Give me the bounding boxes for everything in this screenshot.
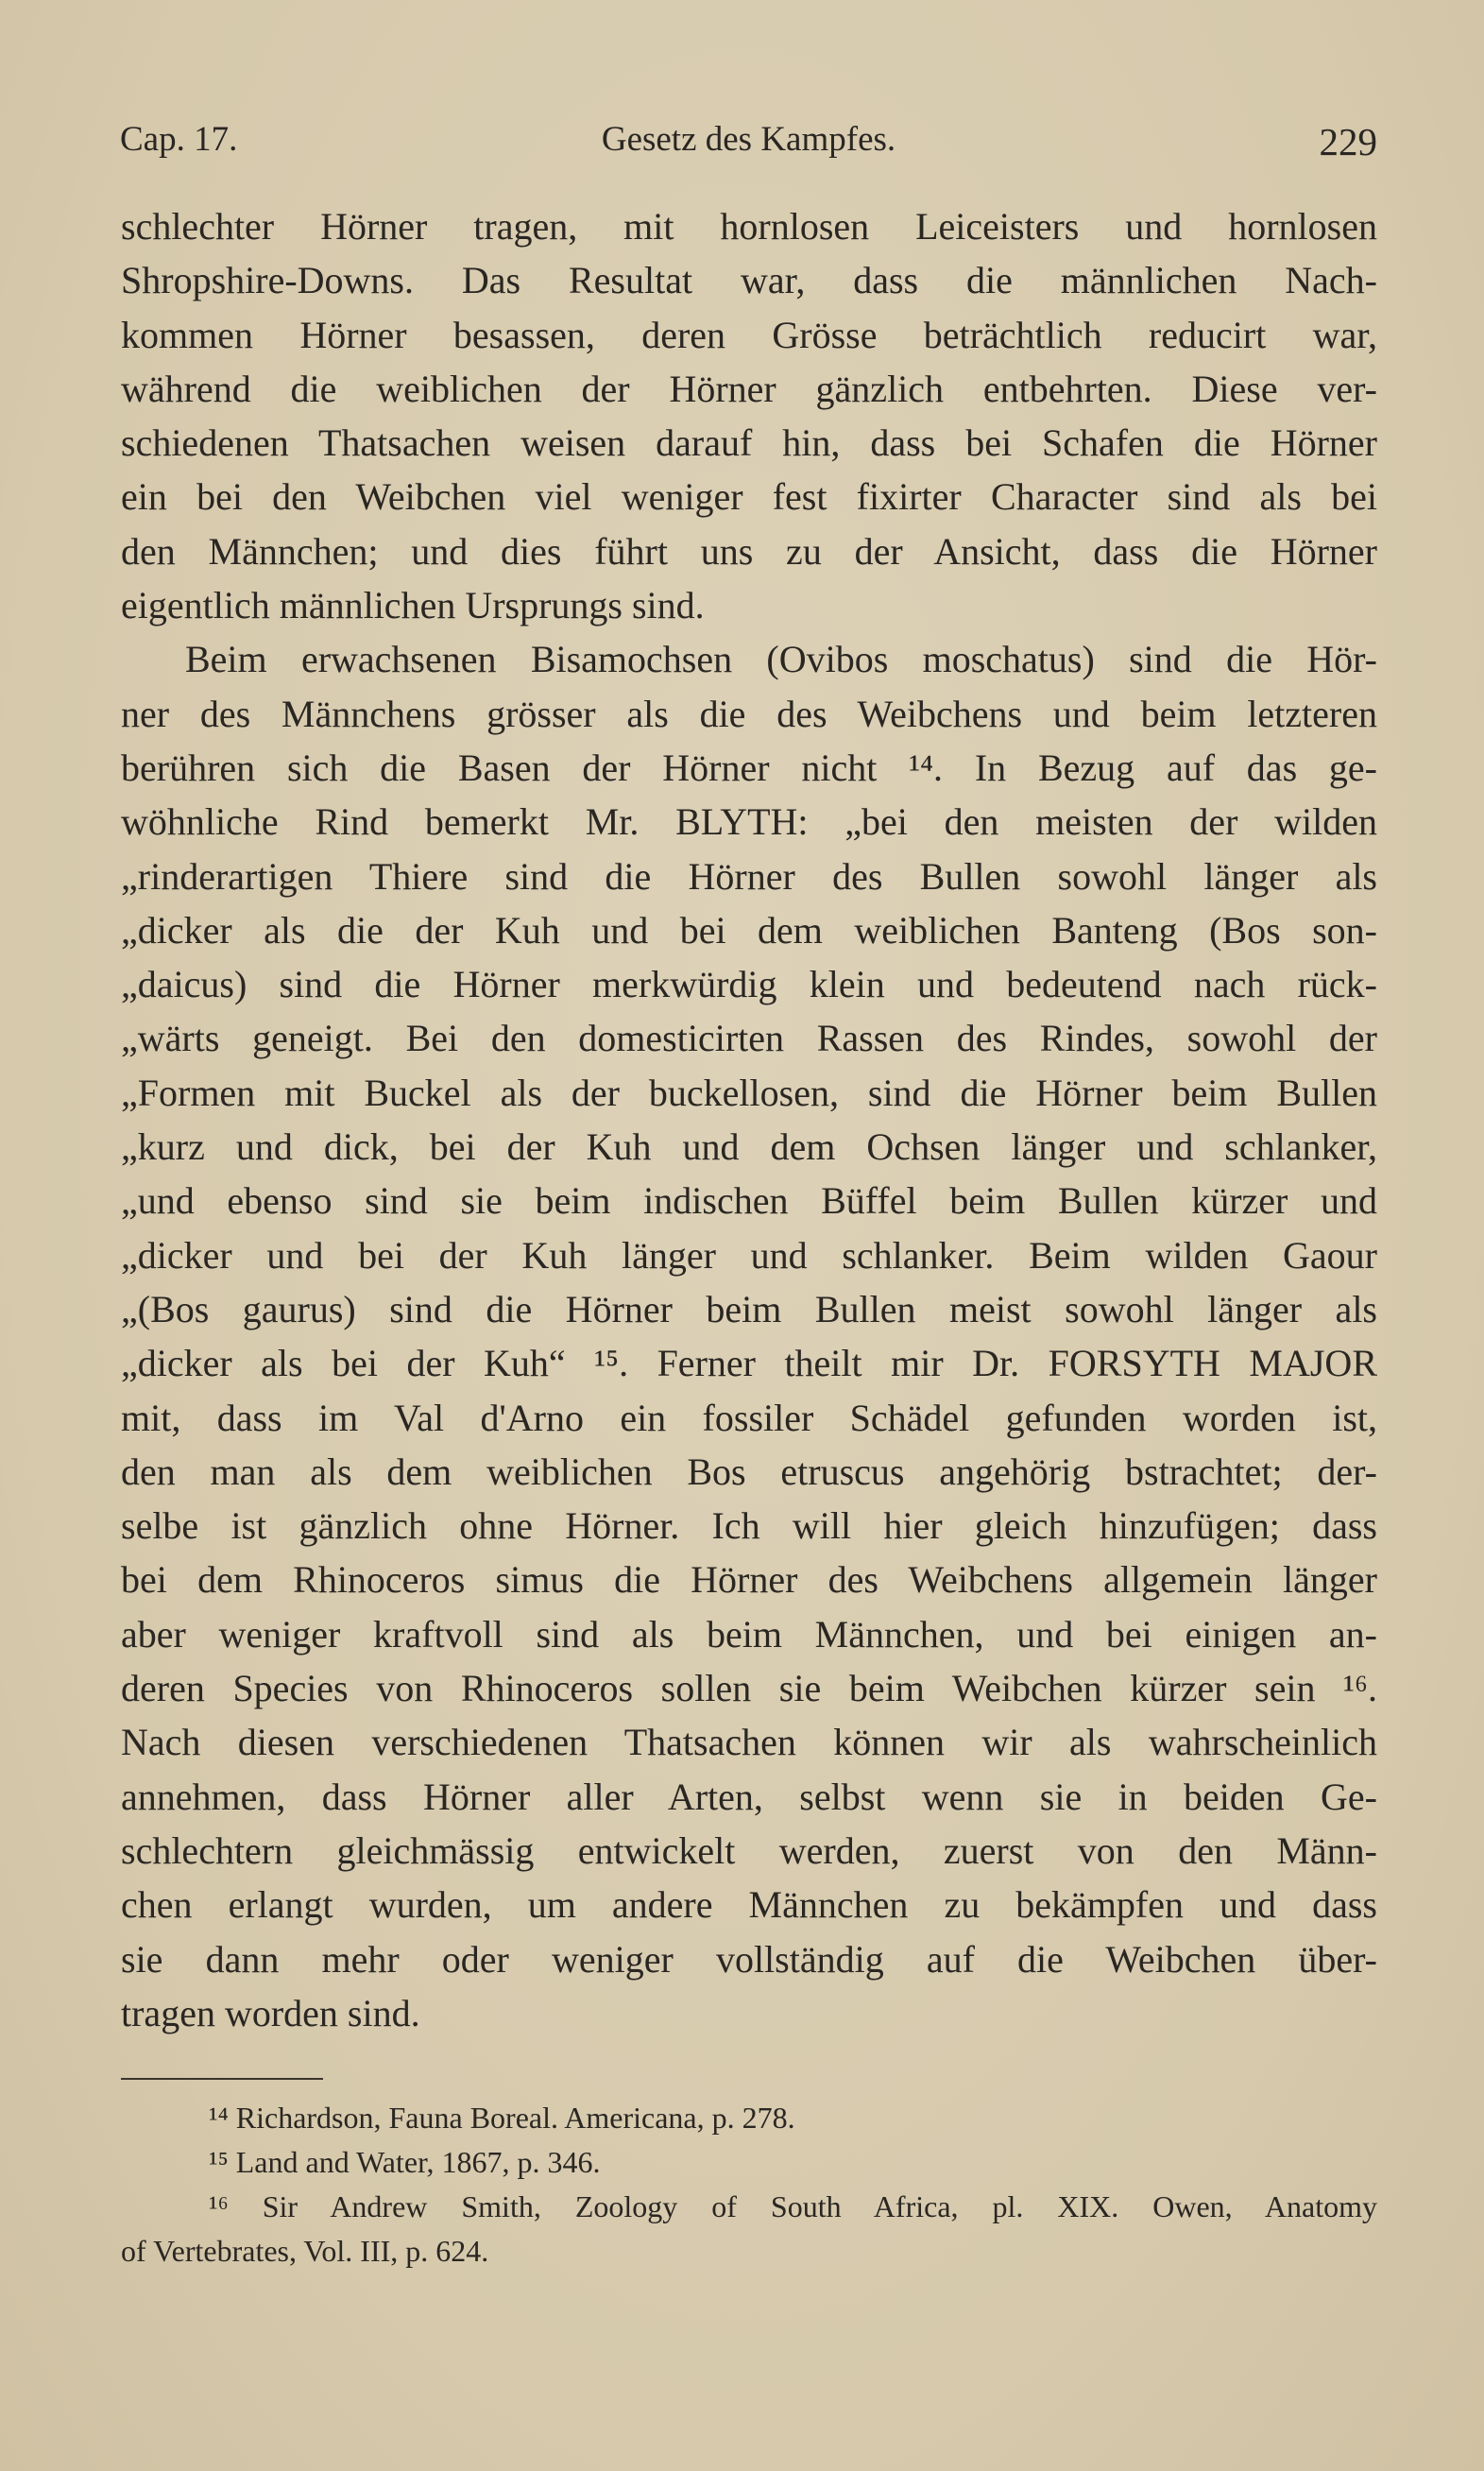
text-line: während die weiblichen der Hörner gänzlich entbehrten. Diese ver- (121, 367, 1377, 410)
text-line: „wärts geneigt. Bei den domesticirten Rassen des Rindes, sowohl der (121, 1017, 1377, 1060)
footnote-14: ¹⁴ Richardson, Fauna Boreal. Americana, p. 278. (209, 2101, 795, 2135)
text-line: „dicker als die der Kuh und bei dem weiblichen Banteng (Bos son- (121, 908, 1377, 952)
footnotes (121, 2096, 1377, 2274)
text-line: Nach diesen verschiedenen Thatsachen können wir als wahrscheinlich (121, 1721, 1377, 1764)
text-line: schlechtern gleichmässig entwickelt werden, zuerst von den Männ- (121, 1828, 1377, 1872)
text-line: „dicker und bei der Kuh länger und schlanker. Beim wilden Gaour (121, 1233, 1377, 1277)
text-line: „Formen mit Buckel als der buckellosen, sind die Hörner beim Bullen (121, 1071, 1377, 1114)
text-line: „und ebenso sind sie beim indischen Büffel beim Bullen kürzer und (121, 1179, 1377, 1223)
footnote-15: ¹⁵ Land and Water, 1867, p. 346. (209, 2145, 601, 2179)
text-line: „kurz und dick, bei der Kuh und dem Ochsen länger und schlanker, (121, 1125, 1377, 1169)
text-line: berühren sich die Basen der Hörner nicht ¹⁴. In Bezug auf das ge- (121, 746, 1377, 789)
text-line: mit, dass im Val d'Arno ein fossiler Schädel gefunden worden ist, (121, 1396, 1377, 1439)
text-line: deren Species von Rhinoceros sollen sie beim Weibchen kürzer sein ¹⁶. (121, 1667, 1377, 1710)
running-header (120, 119, 1377, 166)
text-line: „rinderartigen Thiere sind die Hörner des Bullen sowohl länger als (121, 854, 1377, 898)
footnote-16: ¹⁶ Sir Andrew Smith, Zoology of South Africa, pl. XIX. Owen, Anatomy (209, 2189, 1377, 2223)
text-line: wöhnliche Rind bemerkt Mr. BLYTH: „bei den meisten der wilden (121, 800, 1377, 844)
text-line: schlechter Hörner tragen, mit hornlosen Leiceisters und hornlosen (121, 205, 1377, 248)
text-line: Shropshire-Downs. Das Resultat war, dass die männlichen Nach- (121, 259, 1377, 302)
text-line: Beim erwachsenen Bisamochsen (Ovibos moschatus) sind die Hör- (185, 638, 1377, 681)
text-line: den man als dem weiblichen Bos etruscus angehörig bstrachtet; der- (121, 1450, 1377, 1493)
footnote-rule (121, 2078, 323, 2080)
text-line: sie dann mehr oder weniger vollständig auf die Weibchen über- (121, 1937, 1377, 1981)
text-line: den Männchen; und dies führt uns zu der Ansicht, dass die Hörner (121, 529, 1377, 573)
text-line: ein bei den Weibchen viel weniger fest fixirter Character sind als bei (121, 475, 1377, 519)
text-line: kommen Hörner besassen, deren Grösse beträchtlich reducirt war, (121, 313, 1377, 356)
body-text (121, 199, 1377, 2040)
text-line: bei dem Rhinoceros simus die Hörner des Weibchens allgemein länger (121, 1558, 1377, 1602)
chapter-label: Cap. 17. (120, 120, 238, 159)
text-line: „daicus) sind die Hörner merkwürdig klein und bedeutend nach rück- (121, 963, 1377, 1006)
text-line: „dicker als bei der Kuh“ ¹⁵. Ferner theilt mir Dr. FORSYTH MAJOR (121, 1342, 1377, 1385)
footnote-16-continued: of Vertebrates, Vol. III, p. 624. (121, 2234, 489, 2268)
text-line: ner des Männchens grösser als die des Weibchens und beim letzteren (121, 692, 1377, 735)
text-line: aber weniger kraftvoll sind als beim Männchen, und bei einigen an- (121, 1612, 1377, 1656)
page-number: 229 (1319, 120, 1377, 163)
text-line: „(Bos gaurus) sind die Hörner beim Bullen meist sowohl länger als (121, 1287, 1377, 1330)
text-line: eigentlich männlichen Ursprungs sind. (121, 584, 705, 627)
text-line: selbe ist gänzlich ohne Hörner. Ich will hier gleich hinzufügen; dass (121, 1504, 1377, 1548)
text-line: chen erlangt wurden, um andere Männchen zu bekämpfen und dass (121, 1883, 1377, 1927)
text-line: tragen worden sind. (121, 1991, 420, 2034)
text-line: annehmen, dass Hörner aller Arten, selbst wenn sie in beiden Ge- (121, 1775, 1377, 1818)
running-title: Gesetz des Kampfes. (601, 120, 896, 159)
text-line: schiedenen Thatsachen weisen darauf hin, dass bei Schafen die Hörner (121, 421, 1377, 465)
